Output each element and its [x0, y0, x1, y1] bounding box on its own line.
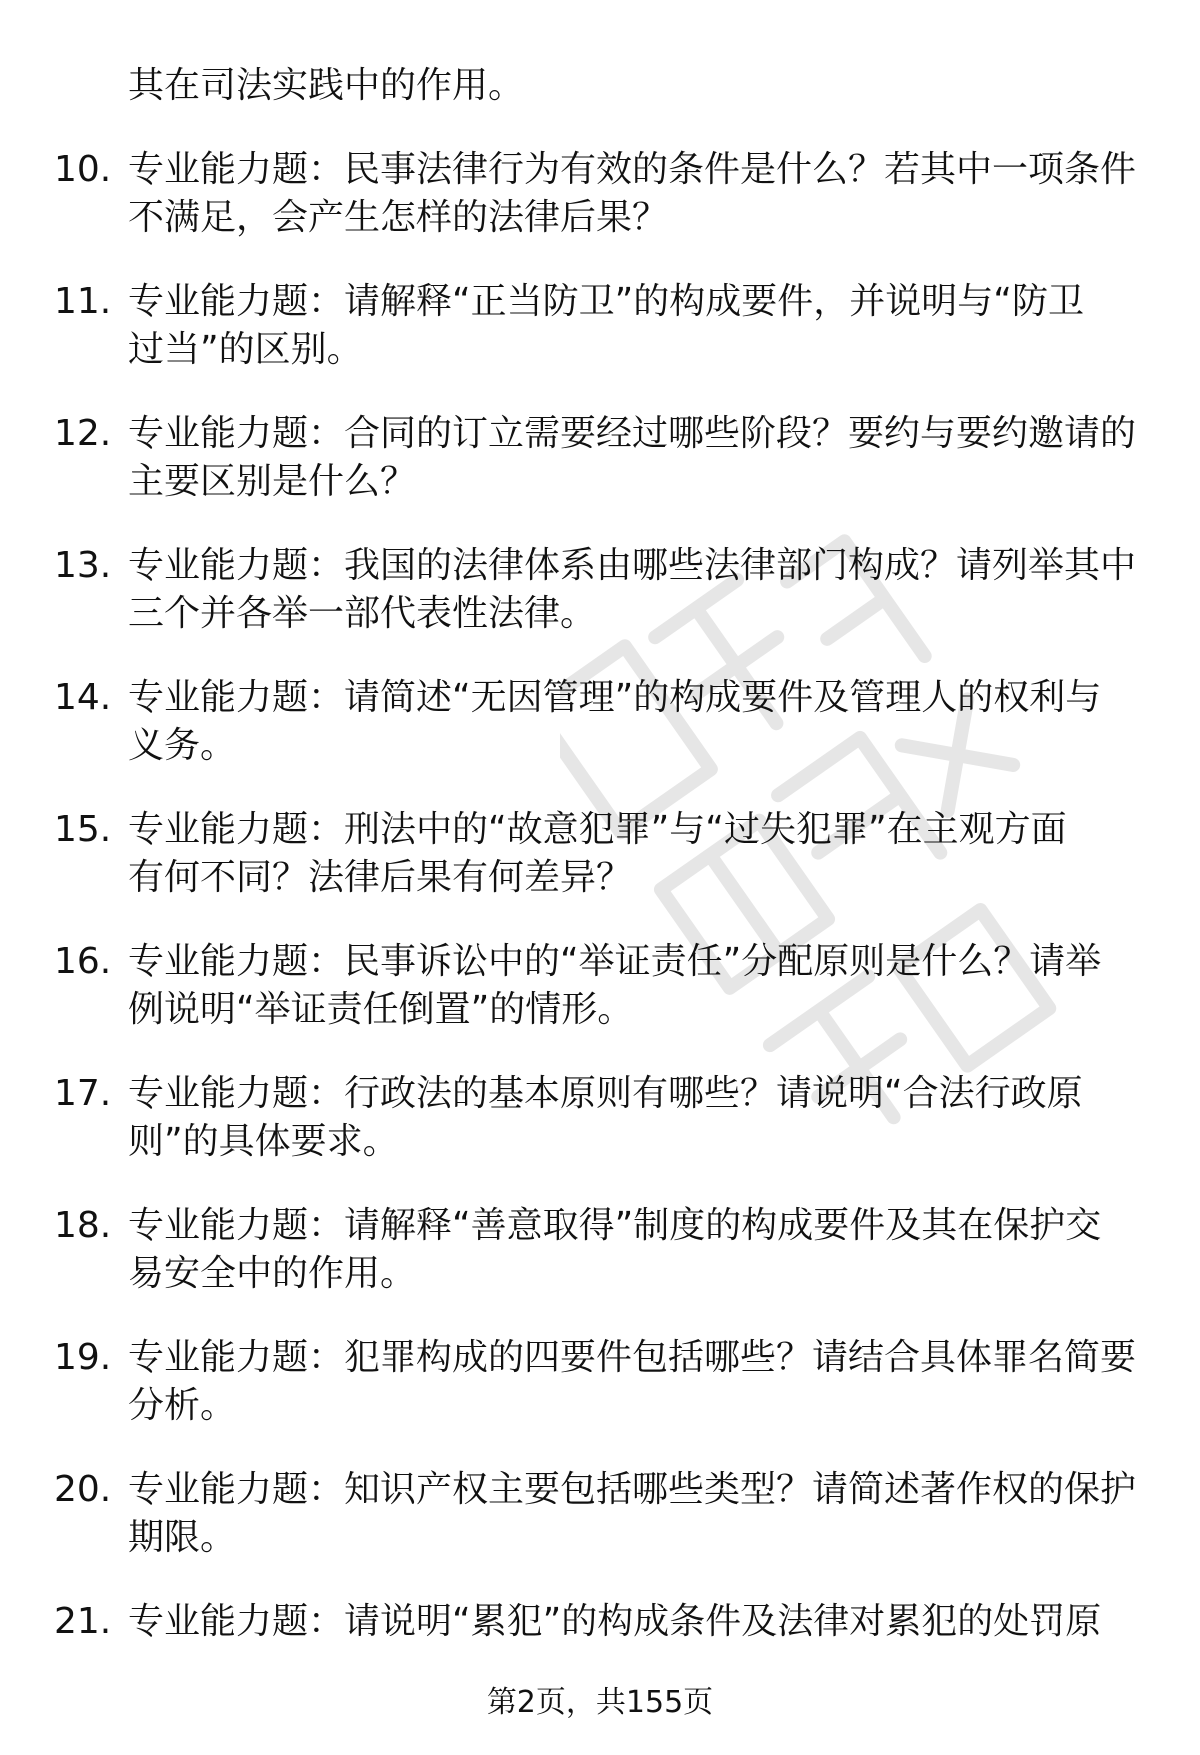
question-text-line-2: 三个并各举一部代表性法律。	[128, 593, 597, 634]
question-text-line-1: 专业能力题：请说明“累犯”的构成条件及法律对累犯的处罚原	[128, 1601, 1102, 1642]
question-text-line-2: 易安全中的作用。	[128, 1253, 417, 1294]
question-number: 17.	[54, 1073, 112, 1114]
question-text-line-1: 专业能力题：合同的订立需要经过哪些阶段？要约与要约邀请的	[128, 413, 1137, 454]
question-item-20	[0, 1466, 1200, 1598]
question-text-line-2: 义务。	[128, 725, 237, 766]
question-number: 10.	[54, 149, 112, 190]
continued-text: 其在司法实践中的作用。	[128, 65, 525, 106]
question-item-16	[0, 938, 1200, 1070]
question-number: 15.	[54, 809, 112, 850]
question-text-line-2: 主要区别是什么？	[128, 461, 417, 502]
question-item-13	[0, 542, 1200, 674]
question-number: 11.	[54, 281, 112, 322]
question-text-line-2: 不满足，会产生怎样的法律后果？	[128, 197, 669, 238]
question-number: 18.	[54, 1205, 112, 1246]
question-number: 16.	[54, 941, 112, 982]
question-number: 20.	[54, 1469, 112, 1510]
question-text-line-1: 专业能力题：请简述“无因管理”的构成要件及管理人的权利与	[128, 677, 1102, 718]
question-number: 12.	[54, 413, 112, 454]
question-number: 19.	[54, 1337, 112, 1378]
question-item-19	[0, 1334, 1200, 1466]
question-item-11	[0, 278, 1200, 410]
question-text-line-1: 专业能力题：犯罪构成的四要件包括哪些？请结合具体罪名简要	[128, 1337, 1137, 1378]
question-text-line-1: 专业能力题：请解释“善意取得”制度的构成要件及其在保护交	[128, 1205, 1102, 1246]
question-item-12	[0, 410, 1200, 542]
question-text-line-2: 期限。	[128, 1517, 237, 1558]
question-number: 14.	[54, 677, 112, 718]
question-item-14	[0, 674, 1200, 806]
question-text-line-1: 专业能力题：行政法的基本原则有哪些？请说明“合法行政原	[128, 1073, 1083, 1114]
question-text-line-1: 专业能力题：刑法中的“故意犯罪”与“过失犯罪”在主观方面	[128, 809, 1067, 850]
question-text-line-1: 专业能力题：知识产权主要包括哪些类型？请简述著作权的保护	[128, 1469, 1137, 1510]
question-item-15	[0, 806, 1200, 938]
question-item-10	[0, 146, 1200, 278]
question-text-line-2: 有何不同？法律后果有何差异？	[128, 857, 633, 898]
question-text-line-1: 专业能力题：民事诉讼中的“举证责任”分配原则是什么？请举	[128, 941, 1102, 982]
question-text-line-1: 专业能力题：我国的法律体系由哪些法律部门构成？请列举其中	[128, 545, 1137, 586]
question-item-17	[0, 1070, 1200, 1202]
question-list	[0, 146, 1200, 1730]
question-text-line-2: 过当”的区别。	[128, 329, 363, 370]
question-text-line-2: 分析。	[128, 1385, 237, 1426]
question-text-line-2: 则”的具体要求。	[128, 1121, 399, 1162]
question-number: 13.	[54, 545, 112, 586]
question-text-line-1: 专业能力题：请解释“正当防卫”的构成要件，并说明与“防卫	[128, 281, 1084, 322]
question-text-line-1: 专业能力题：民事法律行为有效的条件是什么？若其中一项条件	[128, 149, 1137, 190]
question-text-line-2: 例说明“举证责任倒置”的情形。	[128, 989, 634, 1030]
page-footer: 第2页，共155页	[486, 1685, 714, 1720]
question-item-18	[0, 1202, 1200, 1334]
question-number: 21.	[54, 1601, 112, 1642]
